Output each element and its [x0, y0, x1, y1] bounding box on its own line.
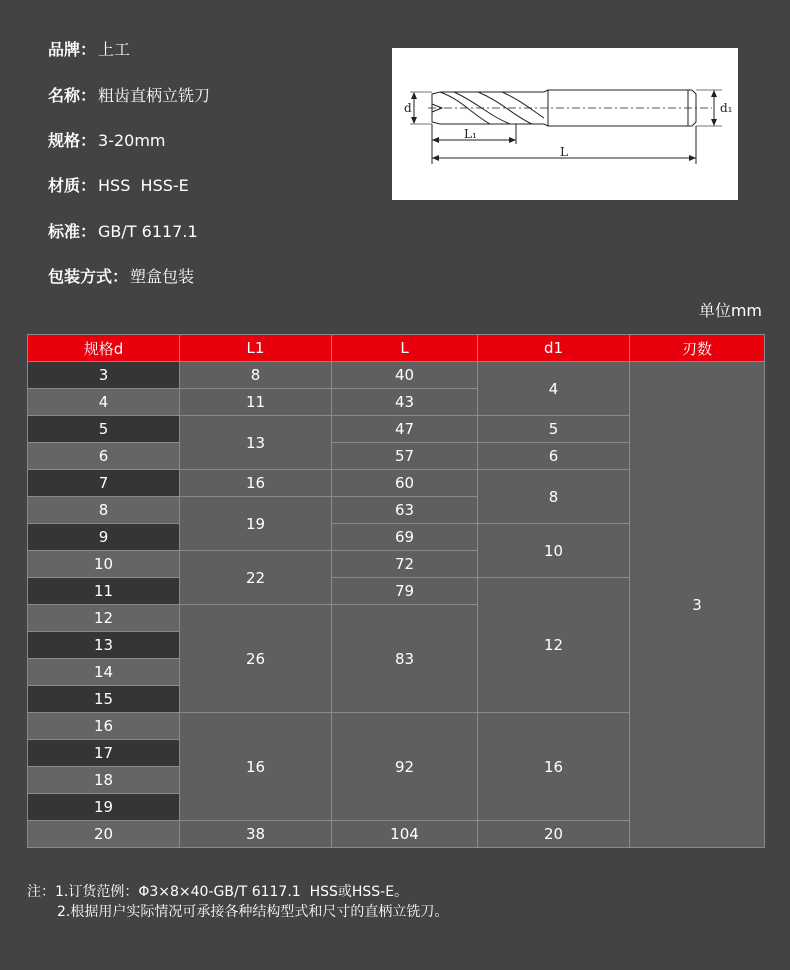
spec-label: 名称： — [48, 86, 97, 105]
cell-d: 14 — [28, 659, 180, 686]
table-row — [28, 362, 765, 389]
spec-table — [27, 334, 765, 848]
cell-L: 69 — [332, 524, 478, 551]
cell-d: 12 — [28, 605, 180, 632]
cell-L: 92 — [332, 713, 478, 821]
cell-L: 47 — [332, 416, 478, 443]
spec-standard — [48, 222, 198, 242]
end-mill-diagram — [392, 48, 738, 200]
cell-L: 60 — [332, 470, 478, 497]
cell-d1: 6 — [478, 443, 630, 470]
header-d1: d1 — [478, 335, 630, 362]
cell-d1: 10 — [478, 524, 630, 578]
cell-L: 57 — [332, 443, 478, 470]
spec-label: 材质： — [48, 176, 97, 195]
header-flutes: 刃数 — [630, 335, 765, 362]
header-L: L — [332, 335, 478, 362]
cell-d: 3 — [28, 362, 180, 389]
spec-label: 标准： — [48, 222, 97, 241]
cell-L: 43 — [332, 389, 478, 416]
cell-d: 17 — [28, 740, 180, 767]
label-d: d — [404, 101, 412, 115]
cell-L1: 13 — [180, 416, 332, 470]
spec-name — [48, 86, 210, 106]
cell-d: 5 — [28, 416, 180, 443]
spec-value: 3-20mm — [98, 131, 166, 150]
header-L1: L1 — [180, 335, 332, 362]
label-L: L — [560, 145, 568, 159]
end-mill-drawing — [392, 48, 738, 200]
cell-L1: 8 — [180, 362, 332, 389]
spec-value: 粗齿直柄立铣刀 — [98, 86, 211, 105]
cell-L1: 38 — [180, 821, 332, 848]
cell-L1: 26 — [180, 605, 332, 713]
cell-L1: 16 — [180, 470, 332, 497]
header-d: 规格d — [28, 335, 180, 362]
cell-d: 4 — [28, 389, 180, 416]
spec-value: 塑盒包装 — [130, 267, 195, 286]
label-L1: L₁ — [464, 127, 477, 141]
table-header-row — [28, 335, 765, 362]
cell-d: 11 — [28, 578, 180, 605]
cell-L: 40 — [332, 362, 478, 389]
cell-L: 83 — [332, 605, 478, 713]
cell-d1: 16 — [478, 713, 630, 821]
cell-L: 79 — [332, 578, 478, 605]
cell-L: 104 — [332, 821, 478, 848]
spec-packaging — [48, 267, 194, 287]
cell-L: 63 — [332, 497, 478, 524]
cell-L1: 16 — [180, 713, 332, 821]
cell-L: 72 — [332, 551, 478, 578]
spec-value: GB/T 6117.1 — [98, 222, 198, 241]
note-line-2: 2.根据用户实际情况可承接各种结构型式和尺寸的直柄立铣刀。 — [57, 904, 449, 920]
note-line-1: 注：1.订货范例：Φ3×8×40-GB/T 6117.1 HSS或HSS-E。 — [27, 884, 409, 900]
spec-value: HSS HSS-E — [98, 176, 189, 195]
cell-flutes: 3 — [630, 362, 765, 848]
spec-label: 品牌： — [48, 40, 97, 59]
cell-L1: 11 — [180, 389, 332, 416]
cell-d: 6 — [28, 443, 180, 470]
cell-d1: 4 — [478, 362, 630, 416]
cell-d1: 5 — [478, 416, 630, 443]
spec-value: 上工 — [98, 40, 131, 59]
cell-d: 19 — [28, 794, 180, 821]
unit-label: 单位mm — [698, 301, 762, 320]
cell-d1: 20 — [478, 821, 630, 848]
cell-d: 20 — [28, 821, 180, 848]
cell-d1: 12 — [478, 578, 630, 713]
spec-label: 包装方式： — [48, 267, 129, 286]
spec-brand — [48, 40, 130, 60]
notes — [27, 882, 448, 922]
cell-d: 15 — [28, 686, 180, 713]
cell-d: 9 — [28, 524, 180, 551]
cell-L1: 19 — [180, 497, 332, 551]
cell-d: 18 — [28, 767, 180, 794]
spec-size — [48, 131, 166, 151]
cell-d: 16 — [28, 713, 180, 740]
cell-d: 8 — [28, 497, 180, 524]
cell-d1: 8 — [478, 470, 630, 524]
spec-material — [48, 176, 189, 196]
cell-L1: 22 — [180, 551, 332, 605]
spec-label: 规格： — [48, 131, 97, 150]
cell-d: 13 — [28, 632, 180, 659]
cell-d: 7 — [28, 470, 180, 497]
label-d1: d₁ — [720, 101, 733, 115]
cell-d: 10 — [28, 551, 180, 578]
